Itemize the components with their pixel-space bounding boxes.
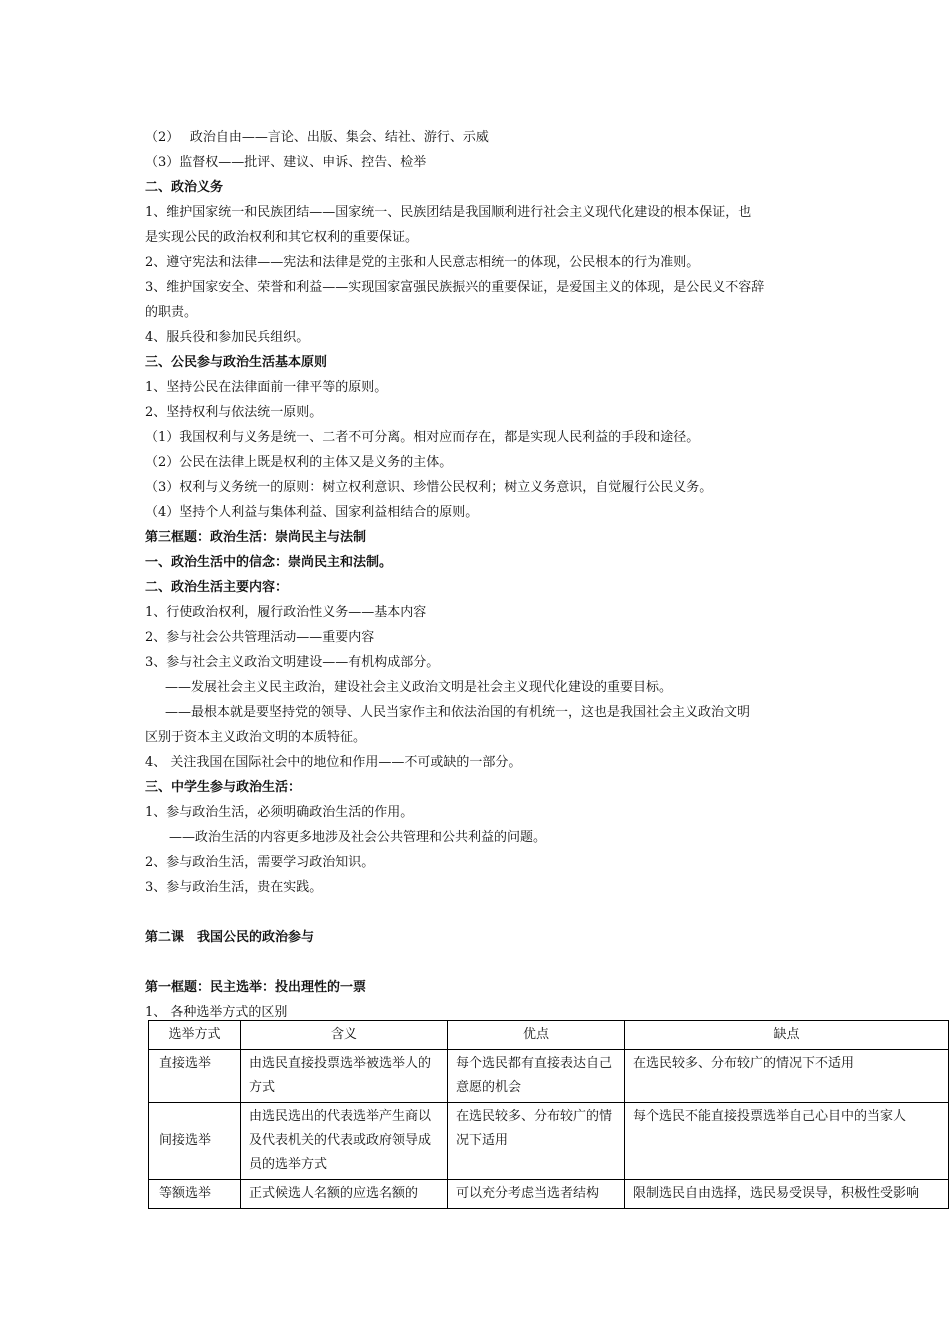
document-body — [145, 125, 815, 1025]
text-line: （2）公民在法律上既是权利的主体又是义务的主体。 — [145, 455, 453, 470]
table-intro: 1、 各种选举方式的区别 — [145, 1005, 288, 1020]
text-lines — [145, 125, 815, 900]
section-heading: 三、中学生参与政治生活： — [145, 780, 302, 795]
text-line: 4、 关注我国在国际社会中的地位和作用——不可或缺的一部分。 — [145, 755, 522, 770]
text-line: ——政治生活的内容更多地涉及社会公共管理和公共利益的问题。 — [169, 830, 547, 845]
section-title: 第一框题：民主选举：投出理性的一票 — [145, 980, 367, 995]
text-line: 2、参与政治生活，需要学习政治知识。 — [145, 855, 375, 870]
header-cons: 缺点 — [625, 1021, 949, 1050]
text-line: （3）权利与义务统一的原则：树立权利意识、珍惜公民权利；树立义务意识，自觉履行公民义务。 — [145, 480, 713, 495]
table-row — [149, 1050, 949, 1103]
table-header-row — [149, 1021, 949, 1050]
section-heading: 三、公民参与政治生活基本原则 — [145, 355, 328, 370]
text-line: （2） 政治自由——言论、出版、集会、结社、游行、示威 — [145, 130, 489, 145]
text-line: 3、参与社会主义政治文明建设——有机构成部分。 — [145, 655, 440, 670]
text-line: 3、参与政治生活，贵在实践。 — [145, 880, 323, 895]
text-line: 4、服兵役和参加民兵组织。 — [145, 330, 310, 345]
section-heading: 二、政治生活主要内容： — [145, 580, 289, 595]
text-line: 1、坚持公民在法律面前一律平等的原则。 — [145, 380, 388, 395]
text-line: 1、行使政治权利，履行政治性义务——基本内容 — [145, 605, 427, 620]
cell-meaning: 正式候选人名额的应选名额的 — [241, 1180, 448, 1209]
text-line: （1）我国权利与义务是统一、二者不可分离。相对应而存在，都是实现人民利益的手段和途径。 — [145, 430, 700, 445]
section-heading: 二、政治义务 — [145, 180, 224, 195]
section-heading: 一、政治生活中的信念：崇尚民主和法制。 — [145, 555, 393, 570]
cell-cons: 限制选民自由选择，选民易受误导，积极性受影响 — [625, 1180, 949, 1209]
text-line: 2、参与社会公共管理活动——重要内容 — [145, 630, 375, 645]
election-methods-table — [148, 1020, 949, 1209]
text-line: 的职责。 — [145, 305, 198, 320]
cell-method: 等额选举 — [149, 1180, 241, 1209]
header-pros: 优点 — [448, 1021, 625, 1050]
cell-pros: 在选民较多、分布较广的情况下适用 — [448, 1103, 625, 1180]
cell-cons: 每个选民不能直接投票选举自己心目中的当家人 — [625, 1103, 949, 1180]
text-line: ——最根本就是要坚持党的领导、人民当家作主和依法治国的有机统一，这也是我国社会主义政治文明 — [165, 705, 751, 720]
text-line: 区别于资本主义政治文明的本质特征。 — [145, 730, 367, 745]
cell-pros: 可以充分考虑当选者结构 — [448, 1180, 625, 1209]
spacer — [145, 950, 815, 975]
text-line: 2、遵守宪法和法律——宪法和法律是党的主张和人民意志相统一的体现，公民根本的行为准则。 — [145, 255, 700, 270]
cell-cons: 在选民较多、分布较广的情况下不适用 — [625, 1050, 949, 1103]
section-heading: 第三框题：政治生活：崇尚民主与法制 — [145, 530, 367, 545]
table-row — [149, 1103, 949, 1180]
cell-meaning: 由选民选出的代表选举产生商以及代表机关的代表或政府领导成员的选举方式 — [241, 1103, 448, 1180]
text-line: （4）坚持个人利益与集体利益、国家利益相结合的原则。 — [145, 505, 479, 520]
cell-pros: 每个选民都有直接表达自己意愿的机会 — [448, 1050, 625, 1103]
header-method: 选举方式 — [149, 1021, 241, 1050]
text-line: 是实现公民的政治权利和其它权利的重要保证。 — [145, 230, 419, 245]
text-line: 2、坚持权利与依法统一原则。 — [145, 405, 323, 420]
text-line: 3、维护国家安全、荣誉和利益——实现国家富强民族振兴的重要保证，是爱国主义的体现，是公民义不容辞 — [145, 280, 765, 295]
cell-method: 直接选举 — [149, 1050, 241, 1103]
cell-method: 间接选举 — [149, 1103, 241, 1180]
header-meaning: 含义 — [241, 1021, 448, 1050]
text-line: （3）监督权——批评、建议、申诉、控告、检举 — [145, 155, 427, 170]
spacer — [145, 900, 815, 925]
cell-meaning: 由选民直接投票选举被选举人的方式 — [241, 1050, 448, 1103]
text-line: ——发展社会主义民主政治，建设社会主义政治文明是社会主义现代化建设的重要目标。 — [165, 680, 673, 695]
lesson-title: 第二课 我国公民的政治参与 — [145, 930, 315, 945]
table-row — [149, 1180, 949, 1209]
text-line: 1、维护国家统一和民族团结——国家统一、民族团结是我国顺利进行社会主义现代化建设的根本保证，也 — [145, 205, 752, 220]
text-line: 1、参与政治生活，必须明确政治生活的作用。 — [145, 805, 414, 820]
